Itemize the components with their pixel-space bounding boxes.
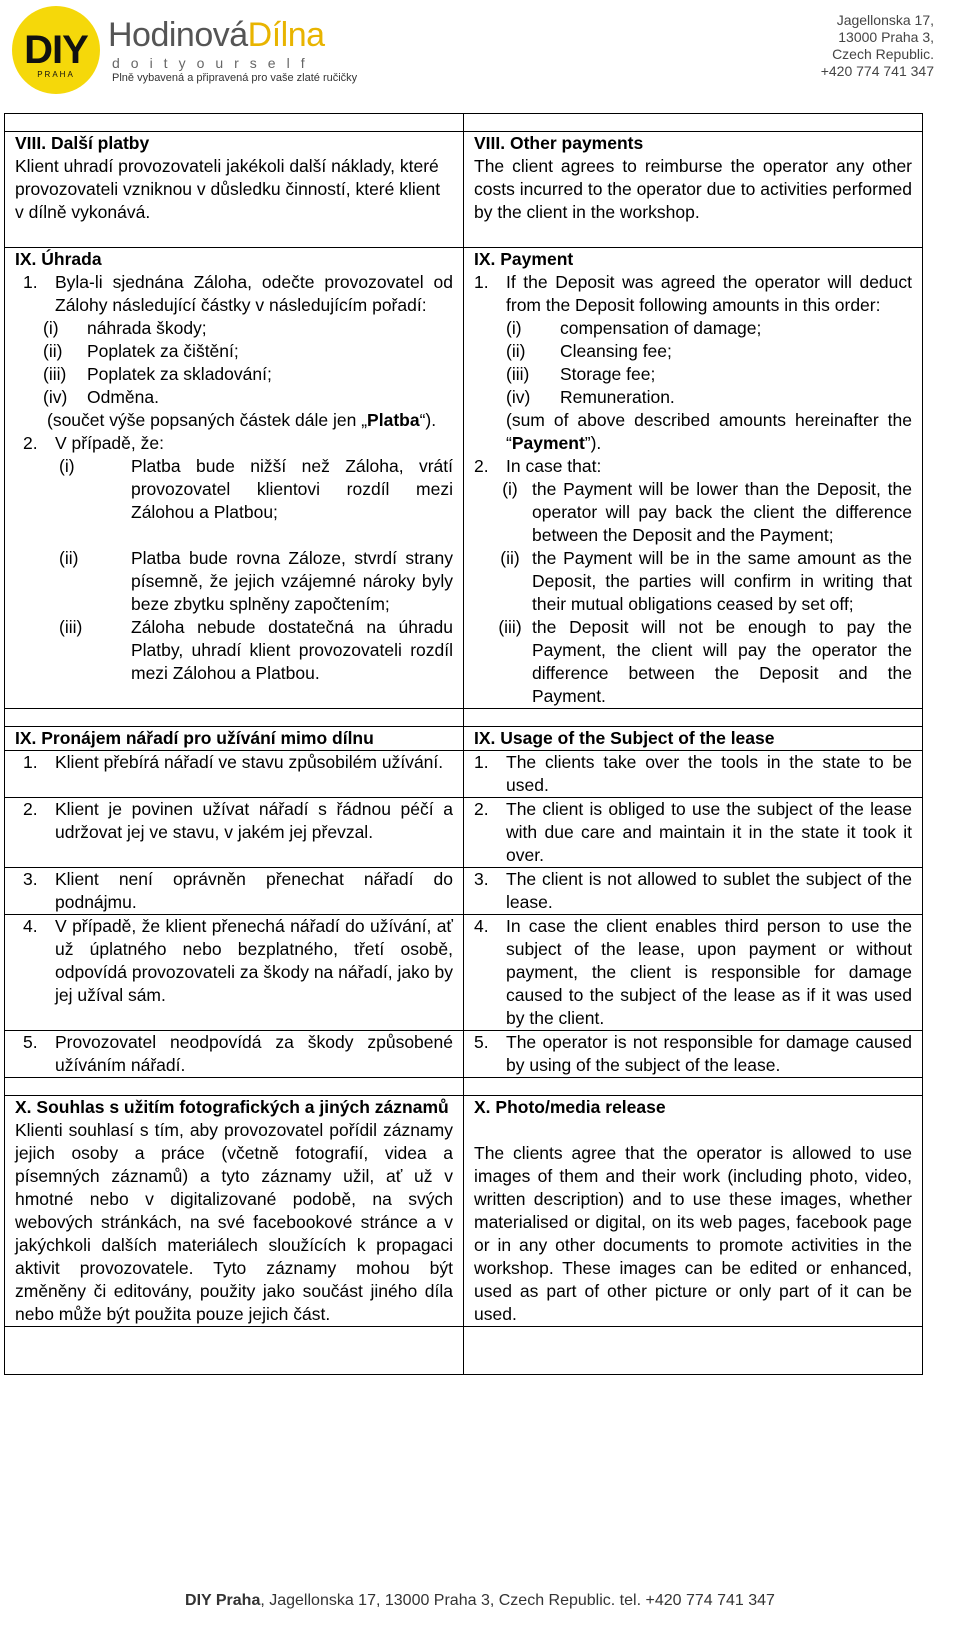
address-line: Czech Republic. xyxy=(832,46,934,62)
paragraph-text: V případě, že: xyxy=(55,433,164,453)
item-number: (i) xyxy=(59,456,75,476)
list-item xyxy=(15,363,453,386)
paragraph-number: 2. xyxy=(474,799,489,819)
item-number: (iii) xyxy=(498,617,522,637)
item-text: compensation of damage; xyxy=(560,318,762,338)
paragraph-en xyxy=(474,455,912,478)
item-number: (ii) xyxy=(59,548,79,568)
brand-tagline: Plně vybavená a připravená pro vaše zlaté ručičky xyxy=(112,72,358,84)
section-title-en: VIII. Other payments xyxy=(474,133,644,153)
section-10-row xyxy=(5,1096,923,1327)
section-text-cz: Klienti souhlasí s tím, aby provozovatel pořídil záznamy jejich osoby a práce (včetně fotografií, videa a písemných záznamů) a tyto záznamy užil, ať už v hmotné nebo v digitalizované podobě, na svých webových stránkách, na své facebookové stránce a v jakýchkoli dalších materiálech sloužících k propagaci aktivit provozovatele. Tyto záznamy mohou být změněny či editovány, použity jako součást jiného díla nebo může být použita pouze jejich část. xyxy=(15,1120,453,1324)
spacer-row xyxy=(5,1327,923,1375)
section-text-en: The client agrees to reimburse the operator any other costs incurred to the operator due to activities performed by the client in the workshop. xyxy=(474,156,912,222)
item-number: (i) xyxy=(506,318,522,338)
table-row xyxy=(5,915,923,1031)
list-item xyxy=(15,386,453,409)
paragraph-text: If the Deposit was agreed the operator will deduct from the Deposit following amounts in this order: xyxy=(506,272,912,315)
brand-part-b: Dílna xyxy=(247,16,325,54)
list-item xyxy=(474,363,912,386)
defined-term: Platba xyxy=(367,410,420,430)
section-text-en: The clients agree that the operator is allowed to use images of them and their work (including photo, video, written description) and to use these images, whether materialised or digital, on its web pages, facebook page or in any other documents to promote activities in the workshop. These images can be edited or enhanced, used as part of other picture or only part of it can be used. xyxy=(474,1143,912,1324)
item-text: Storage fee; xyxy=(560,364,656,384)
item-text: Poplatek za skladování; xyxy=(87,364,272,384)
section-title-cz: IX. Pronájem nářadí pro užívání mimo dílnu xyxy=(15,728,374,748)
spacer-row xyxy=(5,1078,923,1096)
paragraph-text: Klient není oprávněn přenechat nářadí do podnájmu. xyxy=(55,869,453,912)
header-address xyxy=(821,12,934,80)
sum-text: (součet výše popsaných částek dále jen „ xyxy=(47,410,368,430)
address-phone: +420 774 741 347 xyxy=(820,63,934,79)
list-item xyxy=(474,317,912,340)
item-text: the Payment will be lower than the Deposit, the operator will pay back the client the difference between the Deposit and the Payment; xyxy=(532,479,912,545)
logo-text: DIY xyxy=(24,28,88,72)
section-title-cz: X. Souhlas s užitím fotografických a jiných záznamů xyxy=(15,1097,449,1117)
case-item xyxy=(474,478,912,547)
paragraph-number: 4. xyxy=(474,916,489,936)
section-8-row xyxy=(5,132,923,248)
sum-text: (sum of above described amounts hereinafter the “ xyxy=(506,410,912,453)
paragraph-number: 5. xyxy=(474,1032,489,1052)
page-footer xyxy=(0,1592,960,1610)
paragraph-text: The client is obliged to use the subject of the lease with due care and maintain it in the state it took it over. xyxy=(506,799,912,865)
paragraph-text: V případě, že klient přenechá nářadí do užívání, ať už úplatného nebo bezplatného, třetí osobě, odpovídá provozovateli za škody na nářadí, jako by jej užíval sám. xyxy=(55,916,453,1005)
item-text: the Deposit will not be enough to pay the Payment, the client will pay the operator the difference between the Deposit and the Payment. xyxy=(532,617,912,706)
paragraph-number: 2. xyxy=(474,456,489,476)
case-item xyxy=(15,616,453,685)
item-number: (iii) xyxy=(506,364,530,384)
table-row xyxy=(5,868,923,915)
section-title-cz: IX. Úhrada xyxy=(15,249,102,269)
paragraph-text: In case the client enables third person to use the subject of the lease, upon payment or without payment, the client is responsible for damage caused to the subject of the lease as if it was used by the client. xyxy=(506,916,912,1028)
item-text: Odměna. xyxy=(87,387,159,407)
item-text: náhrada škody; xyxy=(87,318,207,338)
table-row xyxy=(5,798,923,868)
item-text: the Payment will be in the same amount as the Deposit, the parties will confirm in writing that their mutual obligations ceased by set off; xyxy=(532,548,912,614)
item-number: (ii) xyxy=(43,341,63,361)
paragraph-text: Byla-li sjednána Záloha, odečte provozovatel od Zálohy následující částky v následujícím pořadí: xyxy=(55,272,453,315)
diy-logo xyxy=(12,6,100,94)
paragraph-text: The operator is not responsible for damage caused by using of the subject of the lease. xyxy=(506,1032,912,1075)
paragraph-number: 1. xyxy=(23,272,38,292)
paragraph-number: 3. xyxy=(23,869,38,889)
paragraph-number: 4. xyxy=(23,916,38,936)
item-text: Platba bude rovna Záloze, stvrdí strany písemně, že jejich vzájemné nároky byly beze zbytku splněny započtením; xyxy=(131,548,453,614)
section-title-en: IX. Usage of the Subject of the lease xyxy=(474,728,775,748)
table-row xyxy=(5,1031,923,1078)
brand-subtitle: doityourself xyxy=(112,55,316,71)
logo-sub: PRAHA xyxy=(37,70,75,79)
footer-company: DIY Praha xyxy=(185,1592,261,1609)
item-number: (iii) xyxy=(43,364,67,384)
paragraph-number: 1. xyxy=(474,272,489,292)
paragraph-text: Klient je povinen užívat nářadí s řádnou péčí a udržovat jej ve stavu, v jakém jej převzal. xyxy=(55,799,453,842)
defined-term: Payment xyxy=(511,433,585,453)
item-text: Poplatek za čištění; xyxy=(87,341,239,361)
item-number: (ii) xyxy=(506,341,526,361)
paragraph-text: The client is not allowed to sublet the subject of the lease. xyxy=(506,869,912,912)
item-number: (i) xyxy=(502,479,518,499)
paragraph-number: 1. xyxy=(474,752,489,772)
item-number: (iv) xyxy=(506,387,531,407)
paragraph-text: Provozovatel neodpovídá za škody způsobené užíváním nářadí. xyxy=(55,1032,453,1075)
section-title-cz: VIII. Další platby xyxy=(15,133,150,153)
item-text: Remuneration. xyxy=(560,387,675,407)
section-title-en: X. Photo/media release xyxy=(474,1097,666,1117)
spacer-row xyxy=(5,114,923,132)
case-item xyxy=(15,455,453,524)
paragraph-number: 2. xyxy=(23,433,38,453)
list-item xyxy=(474,386,912,409)
brand-name xyxy=(108,16,325,55)
paragraph-text: In case that: xyxy=(506,456,602,476)
item-text: Platba bude nižší než Záloha, vrátí provozovatel klientovi rozdíl mezi Zálohou a Platbou; xyxy=(131,456,453,522)
list-item xyxy=(15,340,453,363)
case-item xyxy=(474,547,912,616)
paragraph-en xyxy=(474,271,912,317)
footer-address: , Jagellonska 17, 13000 Praha 3, Czech Republic. tel. +420 774 741 347 xyxy=(260,1592,775,1609)
sum-text: ”). xyxy=(584,433,602,453)
table-row xyxy=(5,751,923,798)
item-text: Záloha nebude dostatečná na úhradu Platby, uhradí klient provozovateli rozdíl mezi Zálohou a Platbou. xyxy=(131,617,453,683)
item-number: (iv) xyxy=(43,387,68,407)
sum-text: “). xyxy=(419,410,437,430)
paragraph-cz xyxy=(15,432,453,455)
spacer-row xyxy=(5,709,923,727)
section-9b-title-row xyxy=(5,727,923,751)
paragraph-number: 1. xyxy=(23,752,38,772)
case-item xyxy=(15,547,453,616)
paragraph-number: 3. xyxy=(474,869,489,889)
page-header xyxy=(0,0,960,100)
sum-definition-en xyxy=(474,409,912,455)
paragraph-cz xyxy=(15,271,453,317)
paragraph-text: The clients take over the tools in the state to be used. xyxy=(506,752,912,795)
case-item xyxy=(474,616,912,708)
brand-part-a: Hodinová xyxy=(108,16,248,54)
section-text-cz: Klient uhradí provozovateli jakékoli další náklady, které provozovateli vzniknou v důsledku činností, které klient v dílně vykonává. xyxy=(15,156,441,222)
address-line: Jagellonska 17, xyxy=(836,12,934,28)
paragraph-number: 5. xyxy=(23,1032,38,1052)
section-9-row xyxy=(5,248,923,709)
section-title-en: IX. Payment xyxy=(474,249,574,269)
sum-definition-cz xyxy=(15,409,453,432)
contract-table xyxy=(4,113,923,1375)
list-item xyxy=(15,317,453,340)
item-number: (ii) xyxy=(500,548,520,568)
paragraph-number: 2. xyxy=(23,799,38,819)
list-item xyxy=(474,340,912,363)
address-line: 13000 Praha 3, xyxy=(838,29,934,45)
item-number: (iii) xyxy=(59,617,83,637)
item-number: (i) xyxy=(43,318,59,338)
item-text: Cleansing fee; xyxy=(560,341,672,361)
paragraph-text: Klient přebírá nářadí ve stavu způsobilém užívání. xyxy=(55,752,444,772)
